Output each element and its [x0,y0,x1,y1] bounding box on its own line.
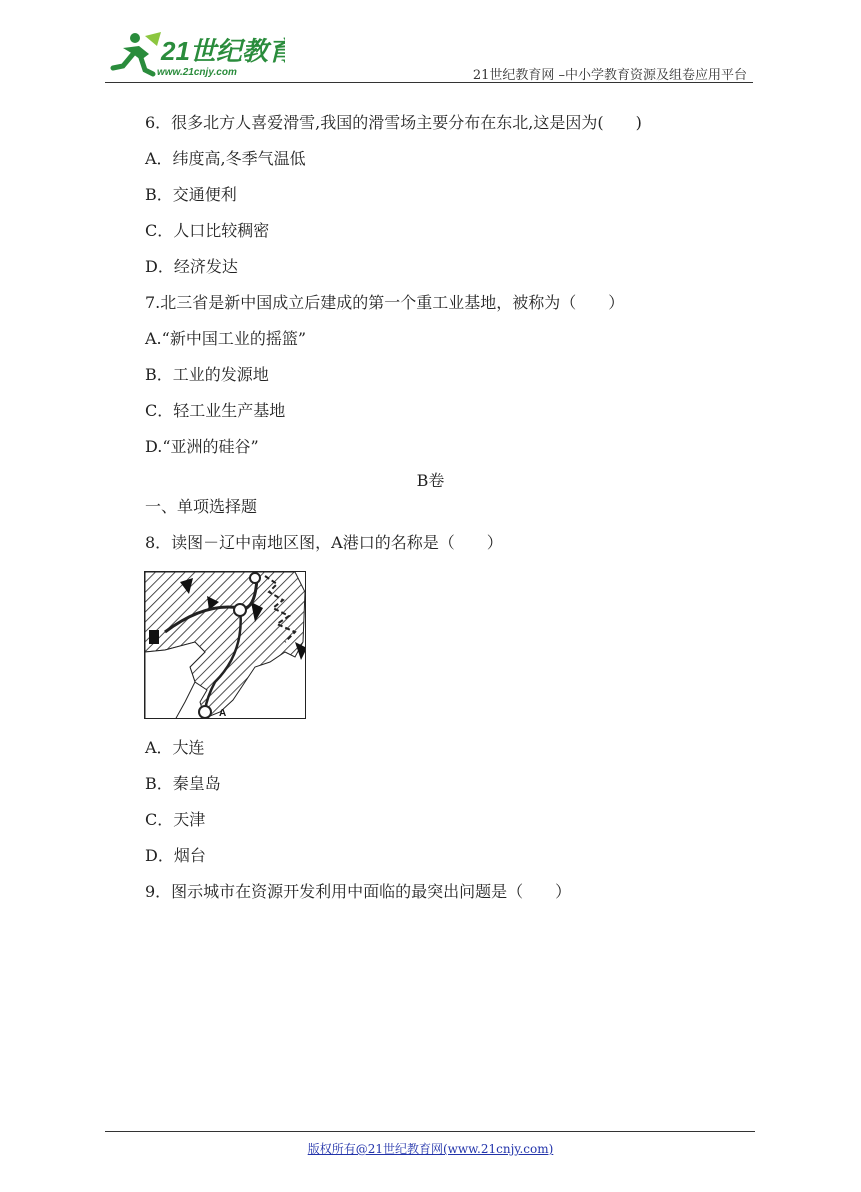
q8-option-b: B．秦皇岛 [145,774,221,793]
q7-option-d: D.“亚洲的硅谷” [145,437,259,456]
header-tagline: 21世纪教育网 –中小学教育资源及组卷应用平台 [472,68,747,83]
q7-option-b: B．工业的发源地 [145,365,269,384]
q8-option-d: D．烟台 [145,846,206,865]
q6-option-c: C．人口比较稠密 [145,221,270,240]
q8-option-a: A．大连 [145,738,205,757]
logo-url: www.21cnjy.com [157,67,237,78]
q6-option-d: D．经济发达 [145,257,238,276]
site-logo [105,30,285,80]
q8-option-c: C．天津 [145,810,206,829]
logo-text: 21世纪教育 [161,36,285,66]
question-6: 6．很多北方人喜爱滑雪,我国的滑雪场主要分布在东北,这是因为( ) [145,113,642,132]
question-7: 7.北三省是新中国成立后建成的第一个重工业基地，被称为（ ） [145,293,625,312]
question-8: 8．读图－辽中南地区图，A港口的名称是（ ） [145,533,503,552]
liaozhongnan-map [144,571,306,719]
footer-divider [105,1131,755,1132]
page-header [105,30,753,82]
q6-option-a: A．纬度高,冬季气温低 [145,149,306,168]
q7-option-c: C．轻工业生产基地 [145,401,286,420]
section-heading: 一、单项选择题 [145,497,258,516]
question-9: 9．图示城市在资源开发利用中面临的最突出问题是（ ） [145,882,572,901]
header-divider [105,82,753,83]
q7-option-a: A.“新中国工业的摇篮” [145,329,307,348]
map-label-a: A [219,708,227,719]
section-title: B卷 [416,471,445,490]
footer-copyright-link[interactable]: 版权所有@21世纪教育网(www.21cnjy.com) [307,1142,554,1156]
q6-option-b: B．交通便利 [145,185,237,204]
